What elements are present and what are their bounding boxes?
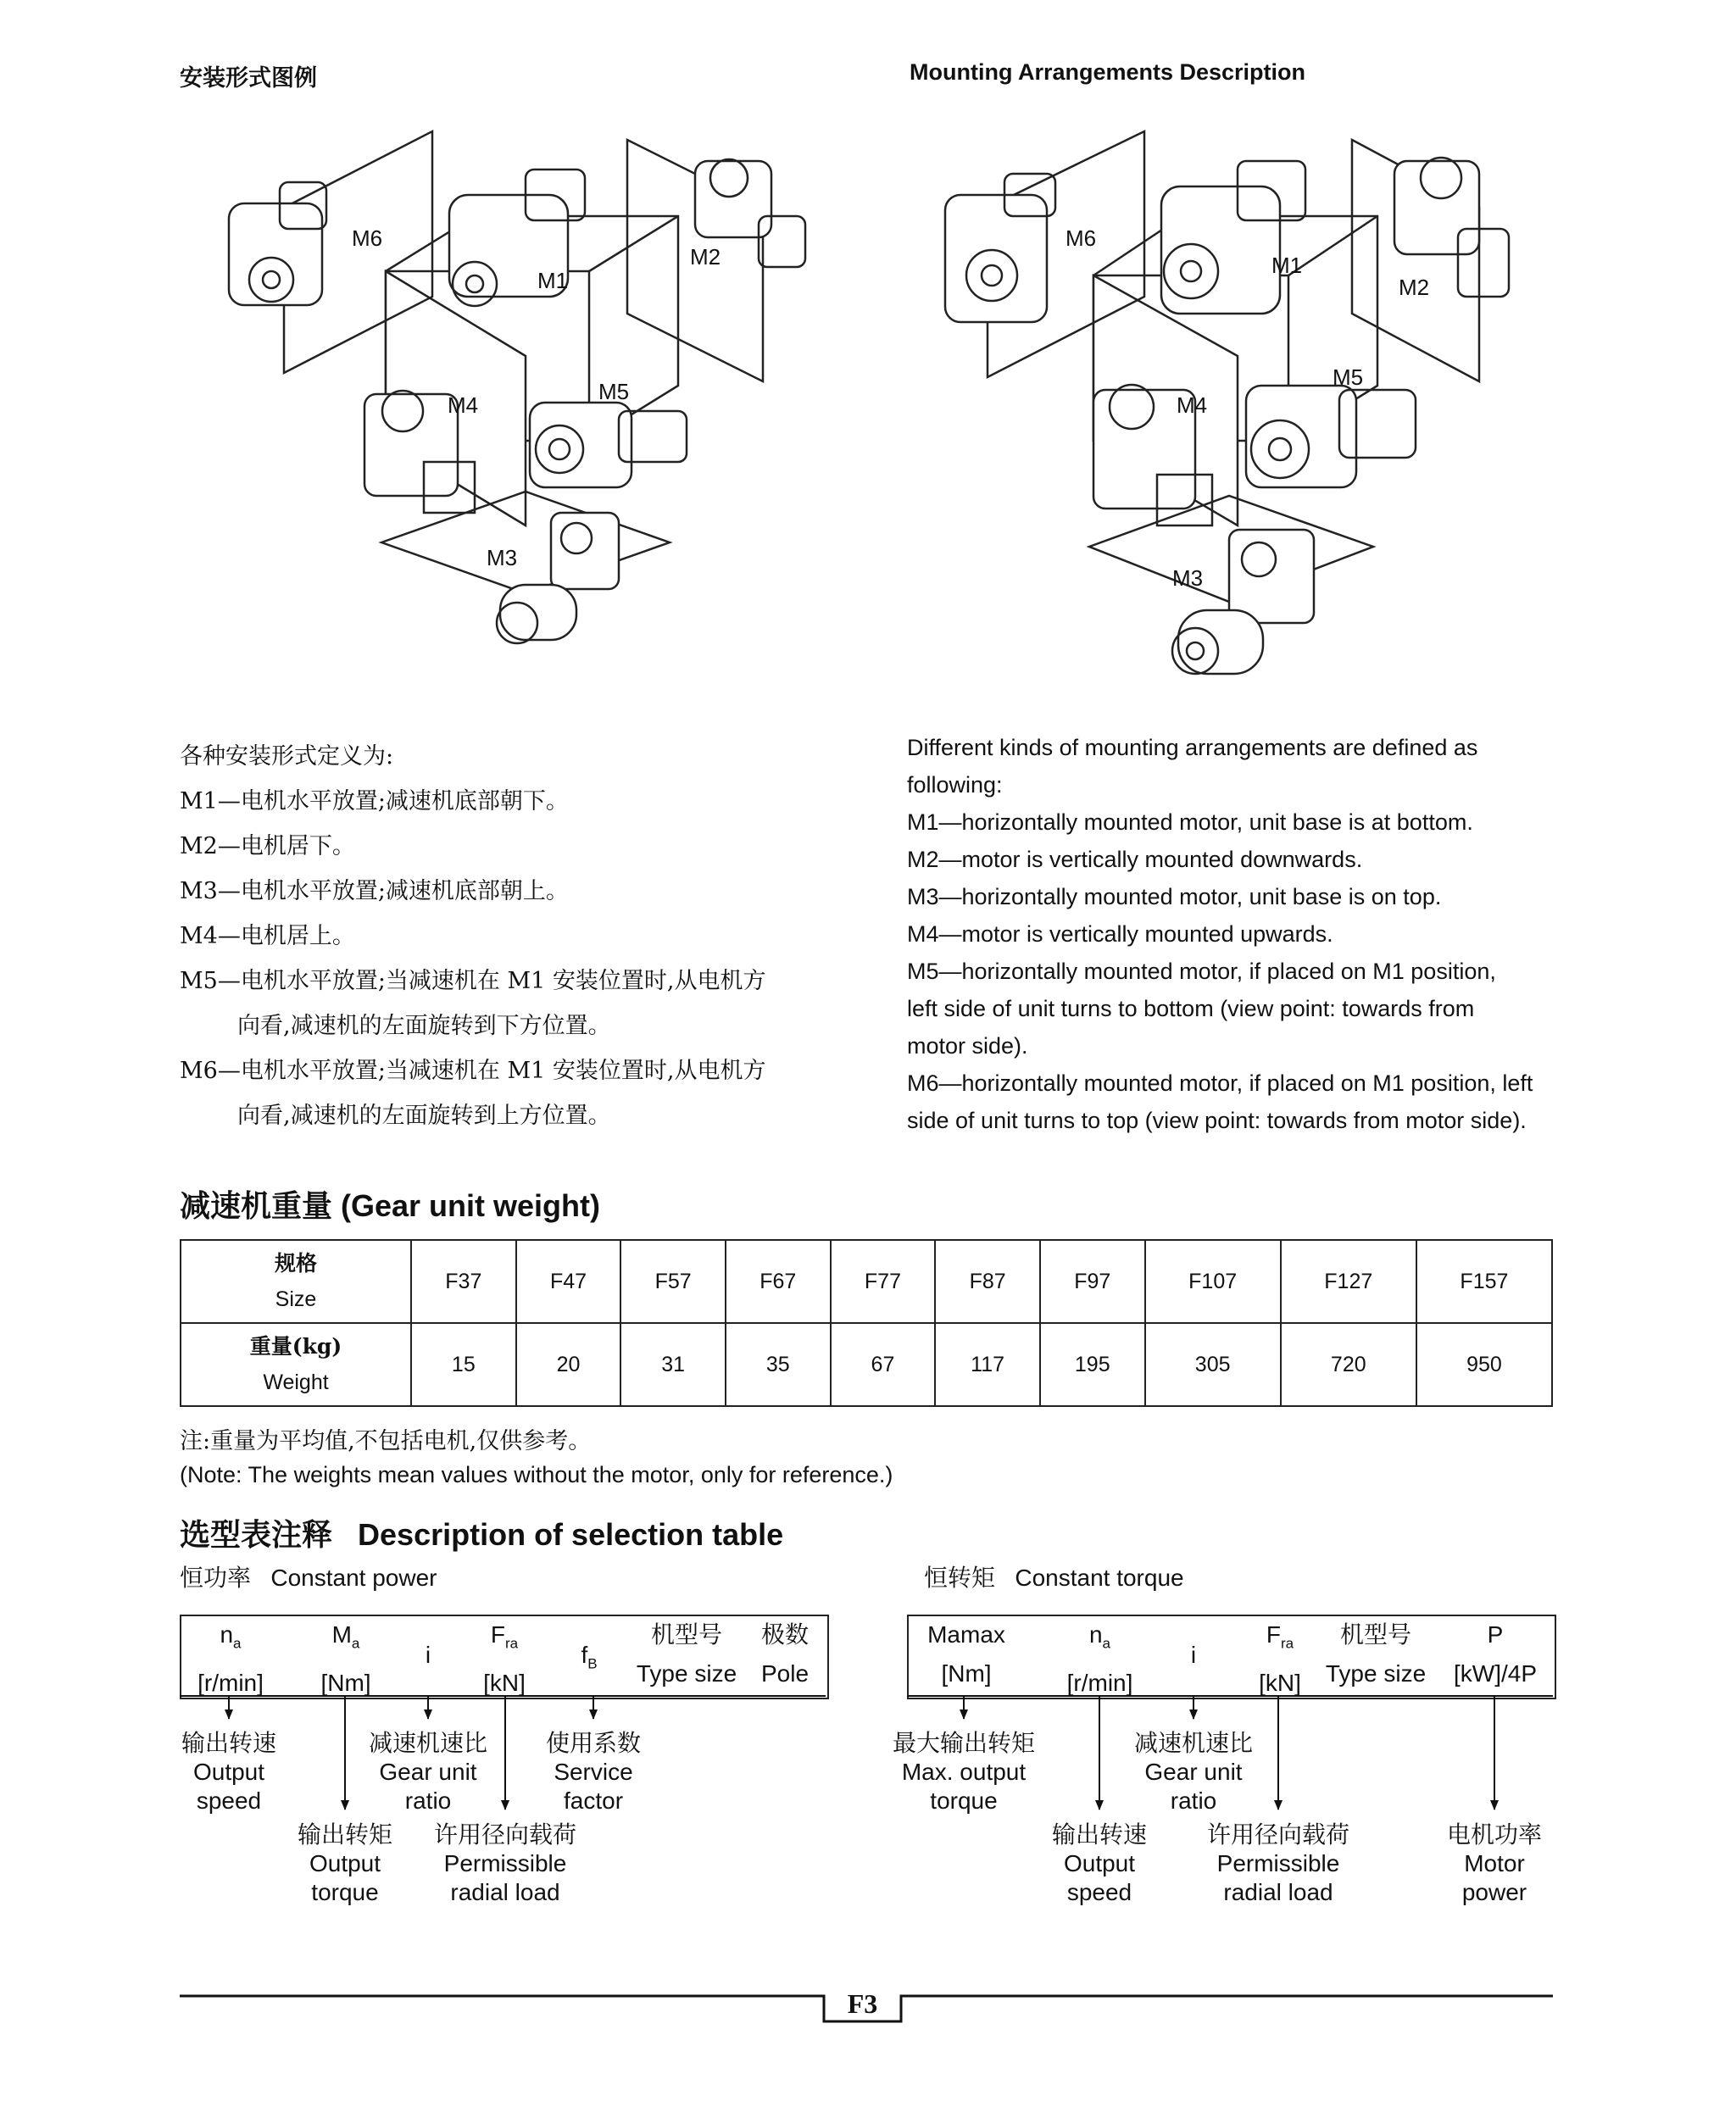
torque-label-en: Constant torque bbox=[1015, 1565, 1184, 1591]
def-cn-line: M6—电机水平放置;当减速机在 M1 安装位置时,从电机方 bbox=[180, 1058, 766, 1084]
def-cn-line: M3—电机水平放置;减速机底部朝上。 bbox=[180, 878, 569, 904]
size-cell: F157 bbox=[1416, 1240, 1552, 1323]
selection-title-cn: 选型表注释 bbox=[180, 1517, 333, 1553]
label-m3-left: M3 bbox=[487, 545, 518, 570]
torque-col-mamax: Mamax [Nm] bbox=[927, 1621, 1005, 1687]
torque-col-type: 机型号 Type size bbox=[1325, 1621, 1427, 1687]
size-cell: F57 bbox=[620, 1240, 726, 1323]
weight-cell: 950 bbox=[1416, 1323, 1552, 1406]
label-m5-left: M5 bbox=[598, 379, 630, 404]
weight-cell: 35 bbox=[726, 1323, 831, 1406]
def-en-line: M4—motor is vertically mounted upwards. bbox=[907, 921, 1333, 947]
power-label-en: Constant power bbox=[270, 1565, 437, 1591]
def-en-line: M5—horizontally mounted motor, if placed on M1 position, bbox=[907, 959, 1496, 984]
power-col-i: i bbox=[425, 1642, 431, 1668]
size-cell: F127 bbox=[1281, 1240, 1416, 1323]
label-m5-right: M5 bbox=[1333, 364, 1364, 390]
torque-label-cn: 恒转矩 bbox=[924, 1564, 996, 1592]
def-cn-line: M4—电机居上。 bbox=[180, 923, 355, 949]
label-m4-left: M4 bbox=[448, 392, 479, 418]
def-en-line: M1—horizontally mounted motor, unit base is at bottom. bbox=[907, 809, 1473, 835]
power-col-na: $n_a$ [r/min] bbox=[198, 1621, 264, 1696]
torque-label-output-speed: 输出转速 Output speed bbox=[1051, 1821, 1147, 1905]
size-cell: F97 bbox=[1040, 1240, 1145, 1323]
weight-note-cn: 注:重量为平均值,不包括电机,仅供参考。 bbox=[180, 1428, 592, 1454]
label-m2-right: M2 bbox=[1399, 275, 1430, 300]
label-m6-right: M6 bbox=[1066, 225, 1097, 251]
selection-title-en: Description of selection table bbox=[358, 1517, 784, 1552]
power-label-cn: 恒功率 bbox=[180, 1564, 252, 1592]
power-col-fra: $F_{ra}$ [kN] bbox=[483, 1621, 526, 1696]
size-label-en: Size bbox=[275, 1287, 317, 1311]
size-cell: F47 bbox=[516, 1240, 621, 1323]
def-en-line: following: bbox=[907, 772, 1003, 798]
def-cn-line: 各种安装形式定义为: bbox=[180, 743, 394, 770]
torque-label-motor-power: 电机功率 Motor power bbox=[1446, 1821, 1542, 1905]
weight-cell: 31 bbox=[620, 1323, 726, 1406]
power-label-output-speed: 输出转速 Output speed bbox=[181, 1729, 276, 1814]
weight-cell: 117 bbox=[935, 1323, 1040, 1406]
torque-label-radial-load: 许用径向载荷 Permissible radial load bbox=[1206, 1821, 1349, 1905]
power-label-service-factor: 使用系数 Service factor bbox=[545, 1729, 641, 1814]
power-col-type: 机型号 Type size bbox=[636, 1621, 737, 1687]
label-m3-right: M3 bbox=[1172, 565, 1204, 591]
weight-label-cn: 重量(kg) bbox=[249, 1334, 342, 1359]
size-label-cn: 规格 bbox=[274, 1251, 317, 1276]
power-col-pole: 极数 Pole bbox=[760, 1621, 810, 1687]
torque-col-na: $n_a$ [r/min] bbox=[1066, 1621, 1133, 1696]
def-en-line: left side of unit turns to bottom (view point: towards from bbox=[907, 996, 1475, 1021]
weight-note-en: (Note: The weights mean values without the motor, only for reference.) bbox=[180, 1462, 893, 1487]
def-en-line: M6—horizontally mounted motor, if placed on M1 position, left bbox=[907, 1070, 1533, 1096]
torque-col-i: i bbox=[1190, 1642, 1197, 1668]
size-cell: F87 bbox=[935, 1240, 1040, 1323]
label-m1-left: M1 bbox=[537, 268, 569, 293]
torque-label-max-torque: 最大输出转矩 Max. output torque bbox=[892, 1729, 1035, 1814]
torque-col-fra: $F_{ra}$ [kN] bbox=[1259, 1621, 1301, 1696]
def-en-line: M3—horizontally mounted motor, unit base is on top. bbox=[907, 884, 1442, 909]
weight-title: 减速机重量 (Gear unit weight) bbox=[180, 1188, 601, 1223]
weight-cell: 195 bbox=[1040, 1323, 1145, 1406]
def-en-line: side of unit turns to top (view point: towards from motor side). bbox=[907, 1108, 1527, 1133]
weight-cell: 305 bbox=[1145, 1323, 1281, 1406]
weight-cell: 67 bbox=[831, 1323, 936, 1406]
weight-label-en: Weight bbox=[263, 1370, 329, 1394]
size-cell: F107 bbox=[1145, 1240, 1281, 1323]
power-col-ma: $M_a$ [Nm] bbox=[320, 1621, 371, 1696]
label-m1-right: M1 bbox=[1271, 253, 1303, 278]
def-en-line: motor side). bbox=[907, 1033, 1028, 1059]
header-cn: 安装形式图例 bbox=[180, 65, 317, 92]
power-label-radial-load: 许用径向载荷 Permissible radial load bbox=[433, 1821, 576, 1905]
def-cn-line: 向看,减速机的左面旋转到上方位置。 bbox=[237, 1103, 611, 1129]
torque-label-gear-ratio: 减速机速比 Gear unit ratio bbox=[1133, 1729, 1253, 1814]
size-cell: F77 bbox=[831, 1240, 936, 1323]
weight-cell: 20 bbox=[516, 1323, 621, 1406]
def-cn-line: M5—电机水平放置;当减速机在 M1 安装位置时,从电机方 bbox=[180, 968, 766, 994]
label-m2-left: M2 bbox=[690, 244, 721, 270]
torque-col-power: P [kW]/4P bbox=[1453, 1621, 1537, 1687]
power-label-gear-ratio: 减速机速比 Gear unit ratio bbox=[368, 1729, 487, 1814]
page-number: F3 bbox=[847, 1988, 878, 2019]
size-cell: F37 bbox=[411, 1240, 516, 1323]
def-en-line: Different kinds of mounting arrangements are defined as bbox=[907, 735, 1478, 760]
weight-cell: 720 bbox=[1281, 1323, 1416, 1406]
def-cn-line: M2—电机居下。 bbox=[180, 833, 355, 859]
label-m6-left: M6 bbox=[352, 225, 383, 251]
label-m4-right: M4 bbox=[1177, 392, 1208, 418]
power-col-fb: $f_B$ bbox=[581, 1642, 598, 1672]
def-cn-line: M1—电机水平放置;减速机底部朝下。 bbox=[180, 788, 569, 814]
size-cell: F67 bbox=[726, 1240, 831, 1323]
def-en-line: M2—motor is vertically mounted downwards. bbox=[907, 847, 1363, 872]
weight-cell: 15 bbox=[411, 1323, 516, 1406]
header-en: Mounting Arrangements Description bbox=[910, 59, 1306, 85]
def-cn-line: 向看,减速机的左面旋转到下方位置。 bbox=[237, 1013, 611, 1039]
power-label-output-torque: 输出转矩 Output torque bbox=[297, 1821, 392, 1905]
